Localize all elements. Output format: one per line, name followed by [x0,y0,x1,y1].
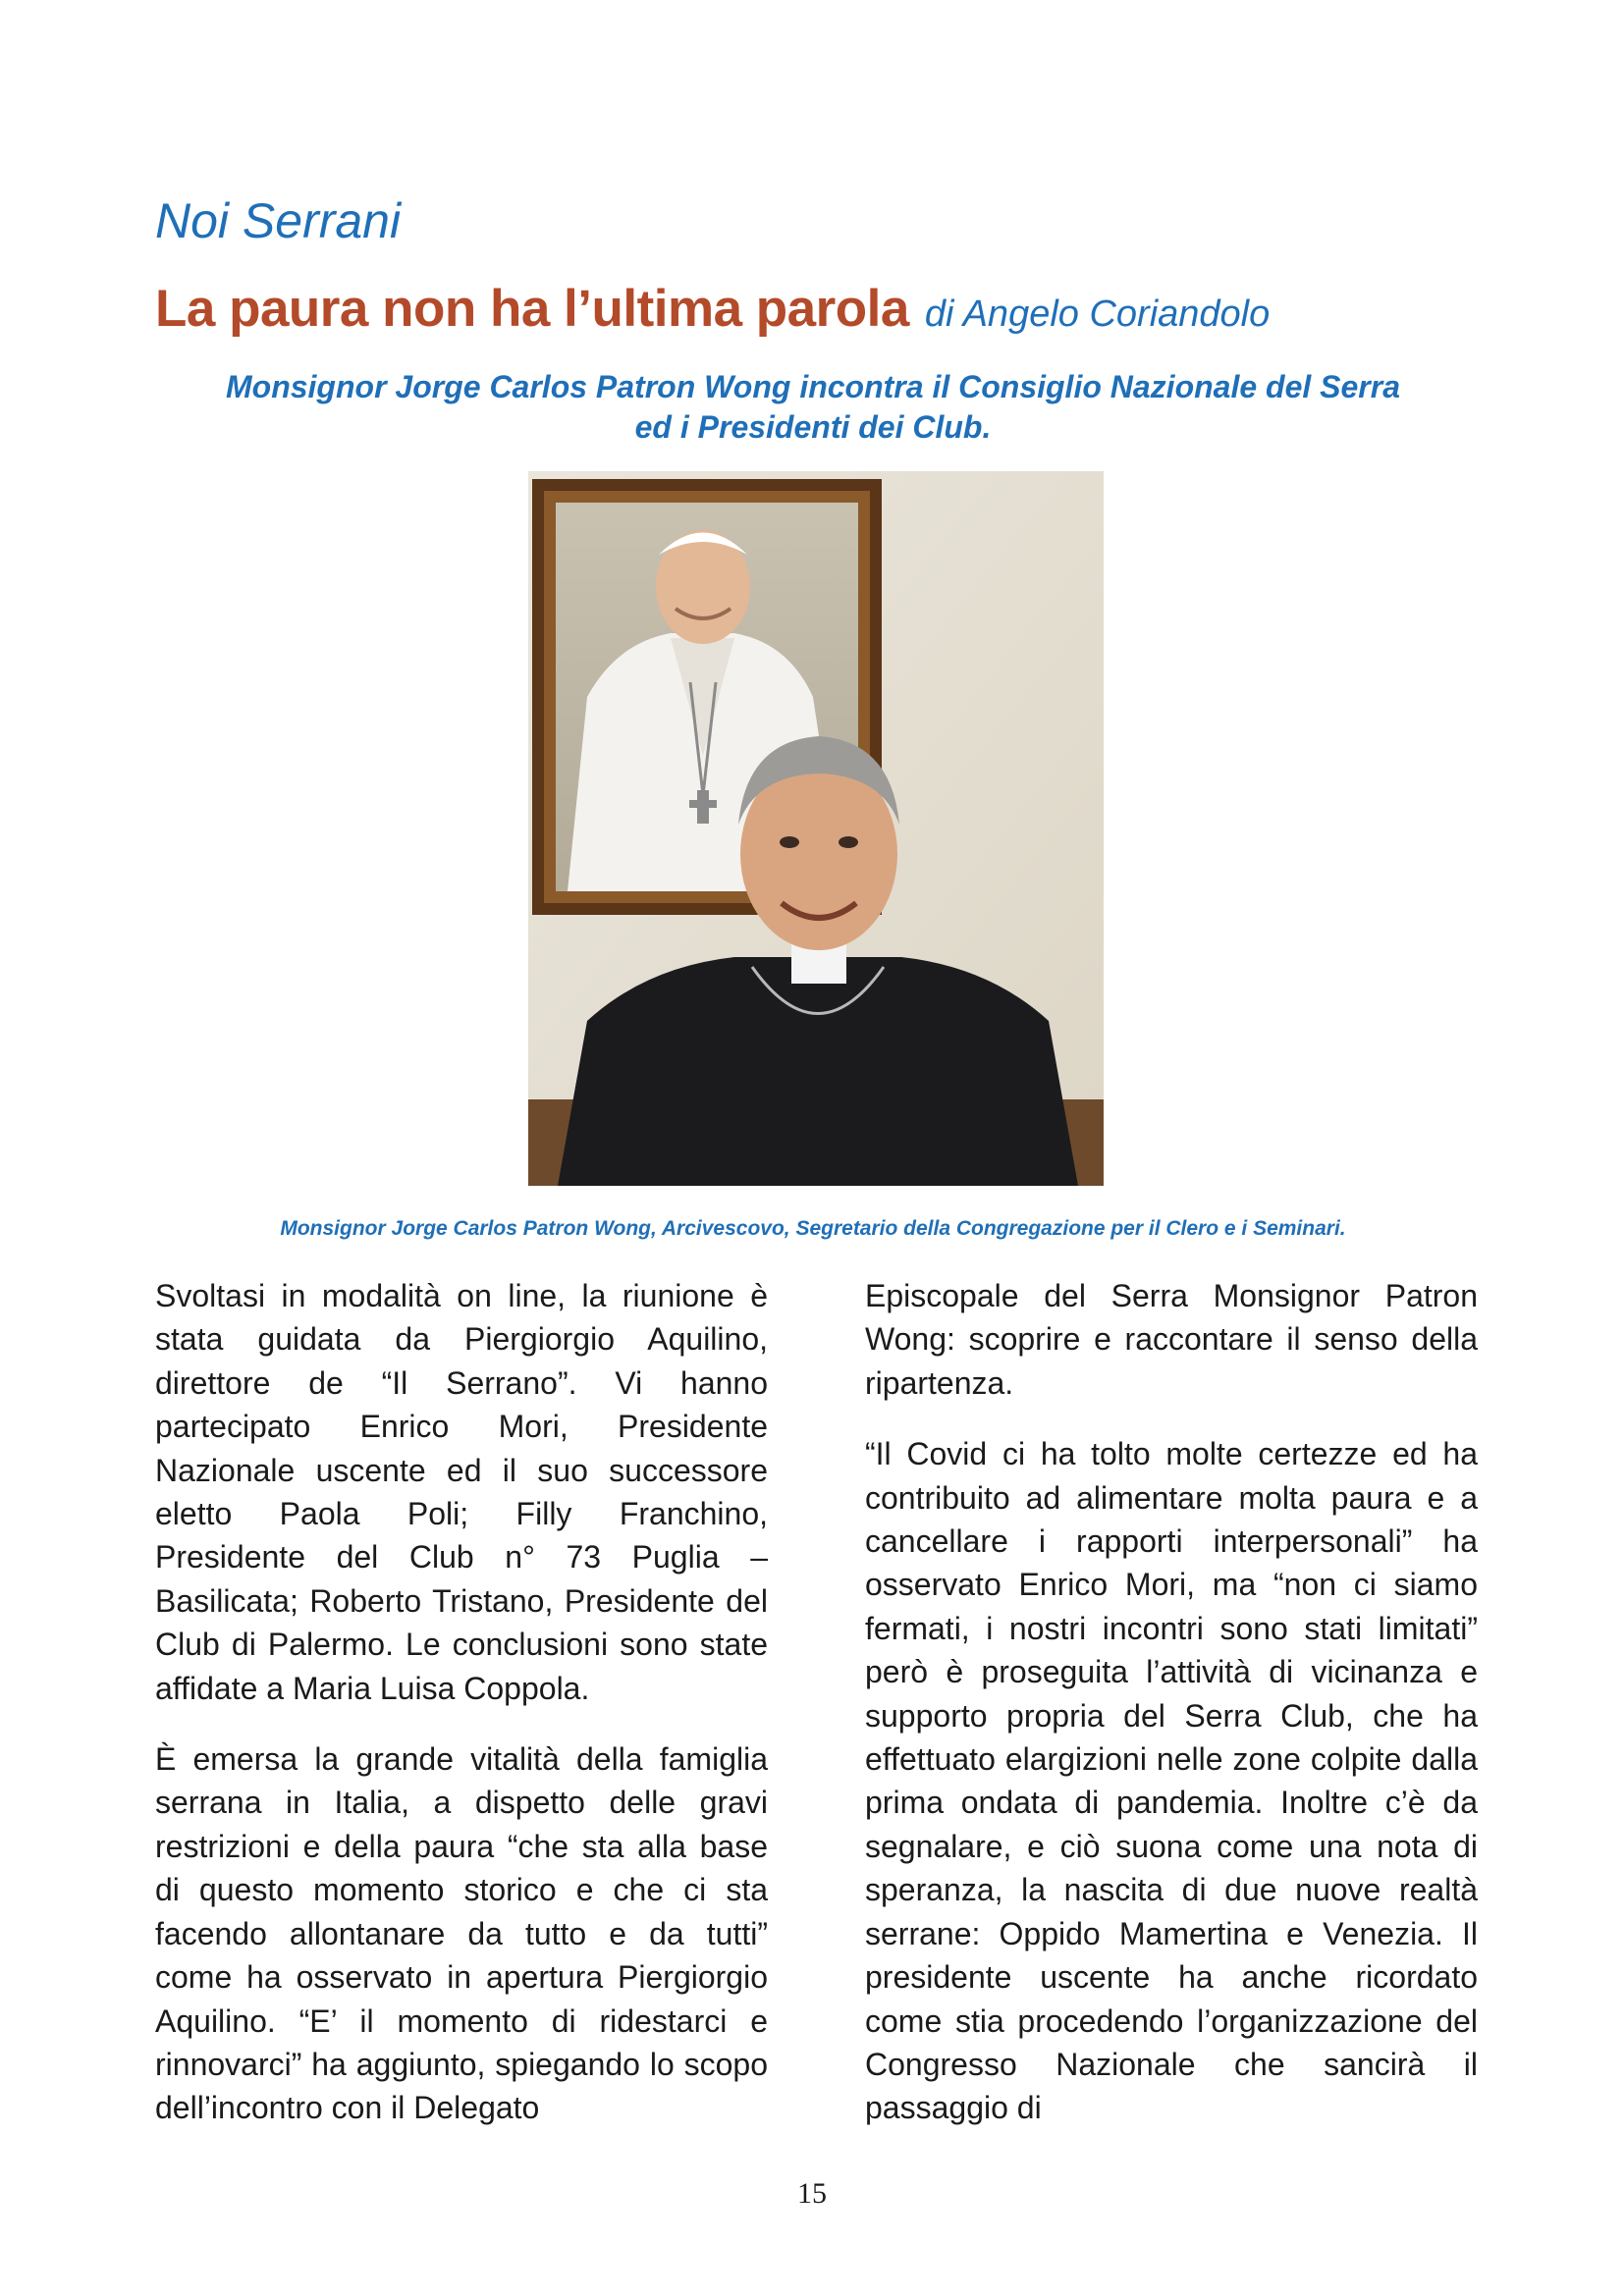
portrait-photo-icon [528,471,1104,1186]
subtitle-line-2: ed i Presidenti dei Club. [634,409,992,445]
article-title: La paura non ha l’ultima parola [155,280,909,338]
article-byline: di Angelo Coriandolo [924,294,1271,335]
article-subtitle [155,367,1471,448]
page-number: 15 [797,2177,827,2210]
text-column-left [155,1274,768,2158]
subtitle-line-1: Monsignor Jorge Carlos Patron Wong incontra il Consiglio Nazionale del Serra [225,369,1400,404]
section-title: Noi Serrani [155,193,402,248]
paragraph: È emersa la grande vitalità della famiglia serrana in Italia, a dispetto delle gravi restrizioni e della paura “che sta alla base di questo momento storico e che ci sta facendo allontanare da tutto e da tutti” come ha osservato in apertura Piergiorgio Aquilino. “E’ il momento di ridestarci e rinnovarci” ha aggiunto, spiegando lo scopo dell’incontro con il Delegato [155,1741,768,2126]
paragraph: Svoltasi in modalità on line, la riunione è stata guidata da Piergiorgio Aquilino, direttore de “Il Serrano”. Vi hanno partecipato Enrico Mori, Presidente Nazionale uscente ed il suo successore eletto Paola Poli; Filly Franchino, Presidente del Club n° 73 Puglia – Basilicata; Roberto Tristano, Presidente del Club di Palermo. Le conclusioni sono state affidate a Maria Luisa Coppola. [155,1278,768,1706]
paragraph: Episcopale del Serra Monsignor Patron Wong: scoprire e raccontare il senso della ripartenza. [865,1278,1478,1401]
paragraph: “Il Covid ci ha tolto molte certezze ed ha contribuito ad alimentare molta paura e a cancellare i rapporti interpersonali” ha osservato Enrico Mori, ma “non ci siamo fermati, i nostri incontri sono stati limitati” però è proseguita l’attività di vicinanza e supporto propria del Serra Club, che ha effettuato elargizioni nelle zone colpite dalla prima ondata di pandemia. Inoltre c’è da segnalare, e ciò suona come una nota di speranza, la nascita di due nuove realtà serrane: Oppido Mamertina e Venezia. Il presidente uscente ha anche ricordato come stia procedendo l’organizzazione del Congresso Nazionale che sancirà il passaggio di [865,1436,1478,2126]
photo-caption: Monsignor Jorge Carlos Patron Wong, Arcivescovo, Segretario della Congregazione per il Clero e i Seminari. [280,1217,1346,1240]
text-column-right [865,1274,1478,2158]
photo-illustration [528,471,1104,1186]
article-headline [155,279,1270,339]
